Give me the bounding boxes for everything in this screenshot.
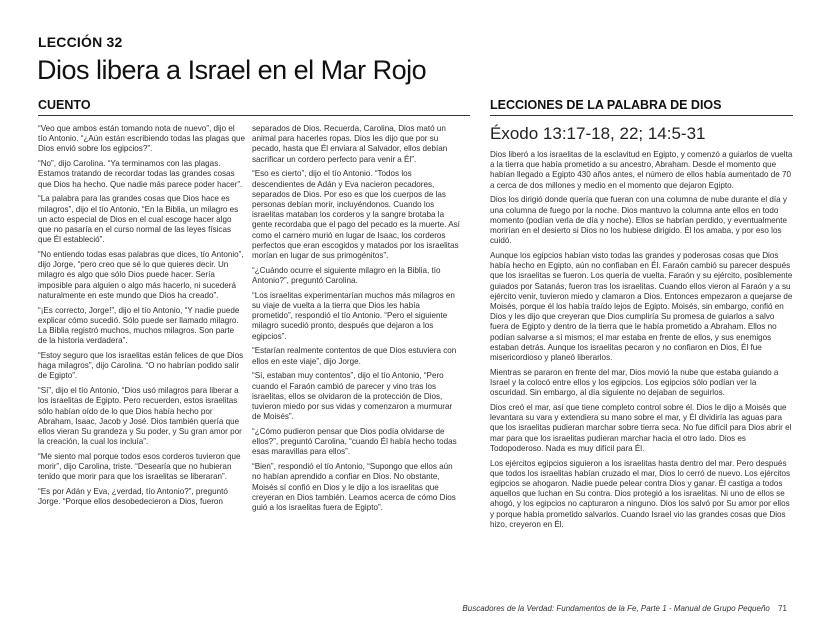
footer (462, 604, 787, 613)
lesson-paragraph: Dios los dirigió donde quería que fueran con una columna de nube durante el día y una columna de fuego por la noche. Dios mantuvo la columna ante ellos en todo momento (podían verla de día y noche). Ellos se habrían perdido, y eventualmente morirían en el desierto si Dios no los hubiese dirigido. Él los amaba, y por eso los cuidó. (490, 195, 787, 246)
lessons-heading: LECCIONES DE LA PALABRA DE DIOS (490, 98, 722, 112)
lessons-rule (490, 115, 793, 116)
story-paragraph: “Sí, estaban muy contentos”, dijo el tío Antonio, “Pero cuando el Faraón cambió de parecer y vino tras los israelitas, ellos se olvidaron de la protección de Dios, tuvieron miedo por sus vidas y comenzaron a murmurar de Moisés”. (252, 371, 453, 422)
story-paragraph: “La palabra para las grandes cosas que Dios hace es milagros”, dijo el tío Antonio. “En la Biblia, un milagro es un acto especial de Dios en el cual escoge hacer algo que no pasaría en el curso normal de las leyes físicas que Él estableció”. (38, 194, 239, 245)
story-paragraph: “Eso es cierto”, dijo el tío Antonio. “Todos los descendientes de Adán y Eva nacieron pecadores, separados de Dios. Por eso es que los cuerpos de las personas debían morir, incluyéndonos. Cuando los israelitas mataban los corderos y la sangre brotaba la gente recordaba que el pago del pecado es la muerte. Así como el carnero murió en lugar de Isaac, los corderos perfectos que eran escogidos y matados por los israelitas morían en lugar de sus primogénitos”. (252, 169, 460, 261)
scripture-reference: Éxodo 13:17-18, 22; 14:5-31 (490, 124, 706, 143)
story-paragraph: “No entiendo todas esas palabras que dices, tío Antonio”, dijo Jorge, “pero creo que sé lo que quieres decir. Un milagro es algo que sólo Dios puede hacer. Sería imposible para alguien o algo más hacerlo, ni sucederá naturalmente en este mundo que Dios ha creado”. (38, 250, 244, 300)
story-column-1 (38, 124, 245, 512)
story-paragraph: “¿Cómo pudieron pensar que Dios podía olvidarse de ellos?”, preguntó Carolina, “cuando Él había hecho todas esas maravillas para ellos”. (252, 427, 457, 457)
story-paragraph: “Los israelitas experimentarían muchos más milagros en su viaje de vuelta a la tierra que Dios les había prometido”, respondió el tío Antonio. “Pero el siguiente milagro sucedió pronto, después que dejaron a los egipcios”. (252, 290, 455, 341)
lesson-label: LECCIÓN 32 (38, 34, 123, 50)
story-paragraph: “Bien”, respondió el tío Antonio, “Supongo que ellos aún no habían aprendido a confiar en Dios. No obstante, Moisés sí confió en Dios y le dijo a los israelitas que creyeran en Dios también. Leamos acerca de cómo Dios guió a los israelitas fuera de Egipto”. (252, 462, 456, 513)
footer-text: Buscadores de la Verdad: Fundamentos de la Fe, Parte 1 - Manual de Grupo Pequeño (462, 604, 770, 613)
story-paragraph: “Veo que ambos están tomando nota de nuevo”, dijo el tío Antonio. “¿Aún están escribiendo todas las plagas que Dios envió sobre los egipcios?”. (38, 124, 245, 154)
lesson-paragraph: Aunque los egipcios habían visto todas las grandes y poderosas cosas que Dios había hecho en Egipto, aún no confiaban en Él. Faraón cambió su parecer después que los israelitas se fueron. Los quería de vuelta. Faraón y su ejército, posiblemente guiados por Satanás, fueron tras los israelitas. Cuando ellos vieron al Faraón y a su ejército venir, tuvieron miedo y clamaron a Dios. Entonces empezaron a quejarse de Moisés, porque él los había traído lejos de Egipto. Moisés, sin embargo, confió en Dios y les dijo que creyeran que Dios cumpliría Su promesa de guiarlos a salvo fuera de Egipto y dentro de la tierra que le había prometido a Abraham. Ellos no podían salvarse a sí mismos; el mar estaba en frente de ellos, y sus enemigos estaban detrás. Aunque los israelitas pecaron y no confiaron en Dios, Él fue misericordioso y planeó liberarlos. (490, 251, 793, 363)
lesson-title: Dios libera a Israel en el Mar Rojo (37, 55, 427, 85)
story-rule (38, 115, 470, 116)
story-paragraph: “Me siento mal porque todos esos corderos tuvieron que morir”, dijo Carolina, triste. “Desearía que no hubieran tenido que morir para que los israelitas se liberaran”. (38, 452, 241, 482)
lesson-paragraph: Mientras se pararon en frente del mar, Dios movió la nube que estaba guiando a Israel y la colocó entre ellos y los egipcios. Los egipcios sólo podían ver la oscuridad. Sin embargo, al día siguiente no dejaban de seguirlos. (490, 367, 779, 398)
story-paragraph: “¿Cuándo ocurre el siguiente milagro en la Biblia, tío Antonio?”, preguntó Carolina. (252, 265, 441, 286)
lesson-paragraph: Los ejércitos egipcios siguieron a los israelitas hasta dentro del mar. Pero después que todos los israelitas habían cruzado el mar, Dios lo cerró de nuevo. Los ejércitos egipcios se ahogaron. Nadie puede pelear contra Dios y ganar. Él castiga a todos aquellos que luchan en Su contra. Dios protegió a los israelitas. Ni uno de ellos se ahogó, y los egipcios no capturaron a ninguno. Dios los salvó por Su amor por ellos y porque había prometido salvarlos. Cuando Israel vio las grandes cosas que Dios hizo, creyeron en Él. (490, 458, 791, 529)
story-paragraph: “Sí”, dijo el tío Antonio, “Dios usó milagros para liberar a los israelitas de Egipto. Pero recuerden, estos israelitas sólo habían oído de lo que Dios había hecho por Abraham, Isaac, Jacob y José. Dios también quería que ellos vieran Su grandeza y Su poder, y Su gran amor por la creación, la cual los incluía”. (38, 386, 242, 447)
story-heading: CUENTO (38, 98, 91, 112)
lessons-column (490, 150, 793, 535)
lesson-paragraph: Dios creó el mar, así que tiene completo control sobre él. Dios le dijo a Moisés que levantara su vara y extendiera su mano sobre el mar, y Él dividiría las aguas para que los israelitas pudieran marchar sobre tierra seca. No fue difícil para Dios abrir el mar para que los israelitas pudieran marchar hacia el otro lado. Dios es Todopoderoso. Nada es muy difícil para Él. (490, 403, 792, 453)
story-paragraph: “Estarían realmente contentos de que Dios estuviera con ellos en este viaje”, dijo Jorge. (252, 346, 457, 366)
lesson-paragraph: Dios liberó a los israelitas de la esclavitud en Egipto, y comenzó a guiarlos de vuelta a la tierra que había prometido a su ancestro, Abraham. Desde el momento que habían llegado a Egipto 430 años antes, el número de ellos había aumentado de 70 a cerca de dos millones y medio en el momento que dejaron Egipto. (490, 150, 793, 190)
story-paragraph: “¡Es correcto, Jorge!”, dijo el tío Antonio, “Y nadie puede explicar cómo sucedió. Sólo puede ser llamado milagro. La Biblia registró muchos, muchos milagros. Son parte de la historia verdadera”. (38, 305, 240, 346)
story-column-2 (252, 124, 462, 518)
story-paragraph: “Estoy seguro que los israelitas están felices de que Dios haga milagros”, dijo Carolina. “O no habrían podido salir de Egipto”. (38, 351, 244, 381)
story-paragraph: separados de Dios. Recuerda, Carolina, Dios mató un animal para hacerles ropas. Dios les dijo que por su pecado, hasta que Él enviara al Salvador, ellos debían sacrificar un cordero perfecto para venir a Él”. (252, 124, 448, 164)
story-paragraph: “No”, dijo Carolina. “Ya terminamos con las plagas. Estamos tratando de recordar todas las grandes cosas que Dios ha hecho. Que nadie más parece poder hacer”. (38, 159, 243, 189)
story-paragraph: “Es por Adán y Eva, ¿verdad, tío Antonio?”, preguntó Jorge. “Porque ellos desobedecieron a Dios, fueron (38, 487, 228, 507)
page-number: 71 (778, 604, 787, 613)
